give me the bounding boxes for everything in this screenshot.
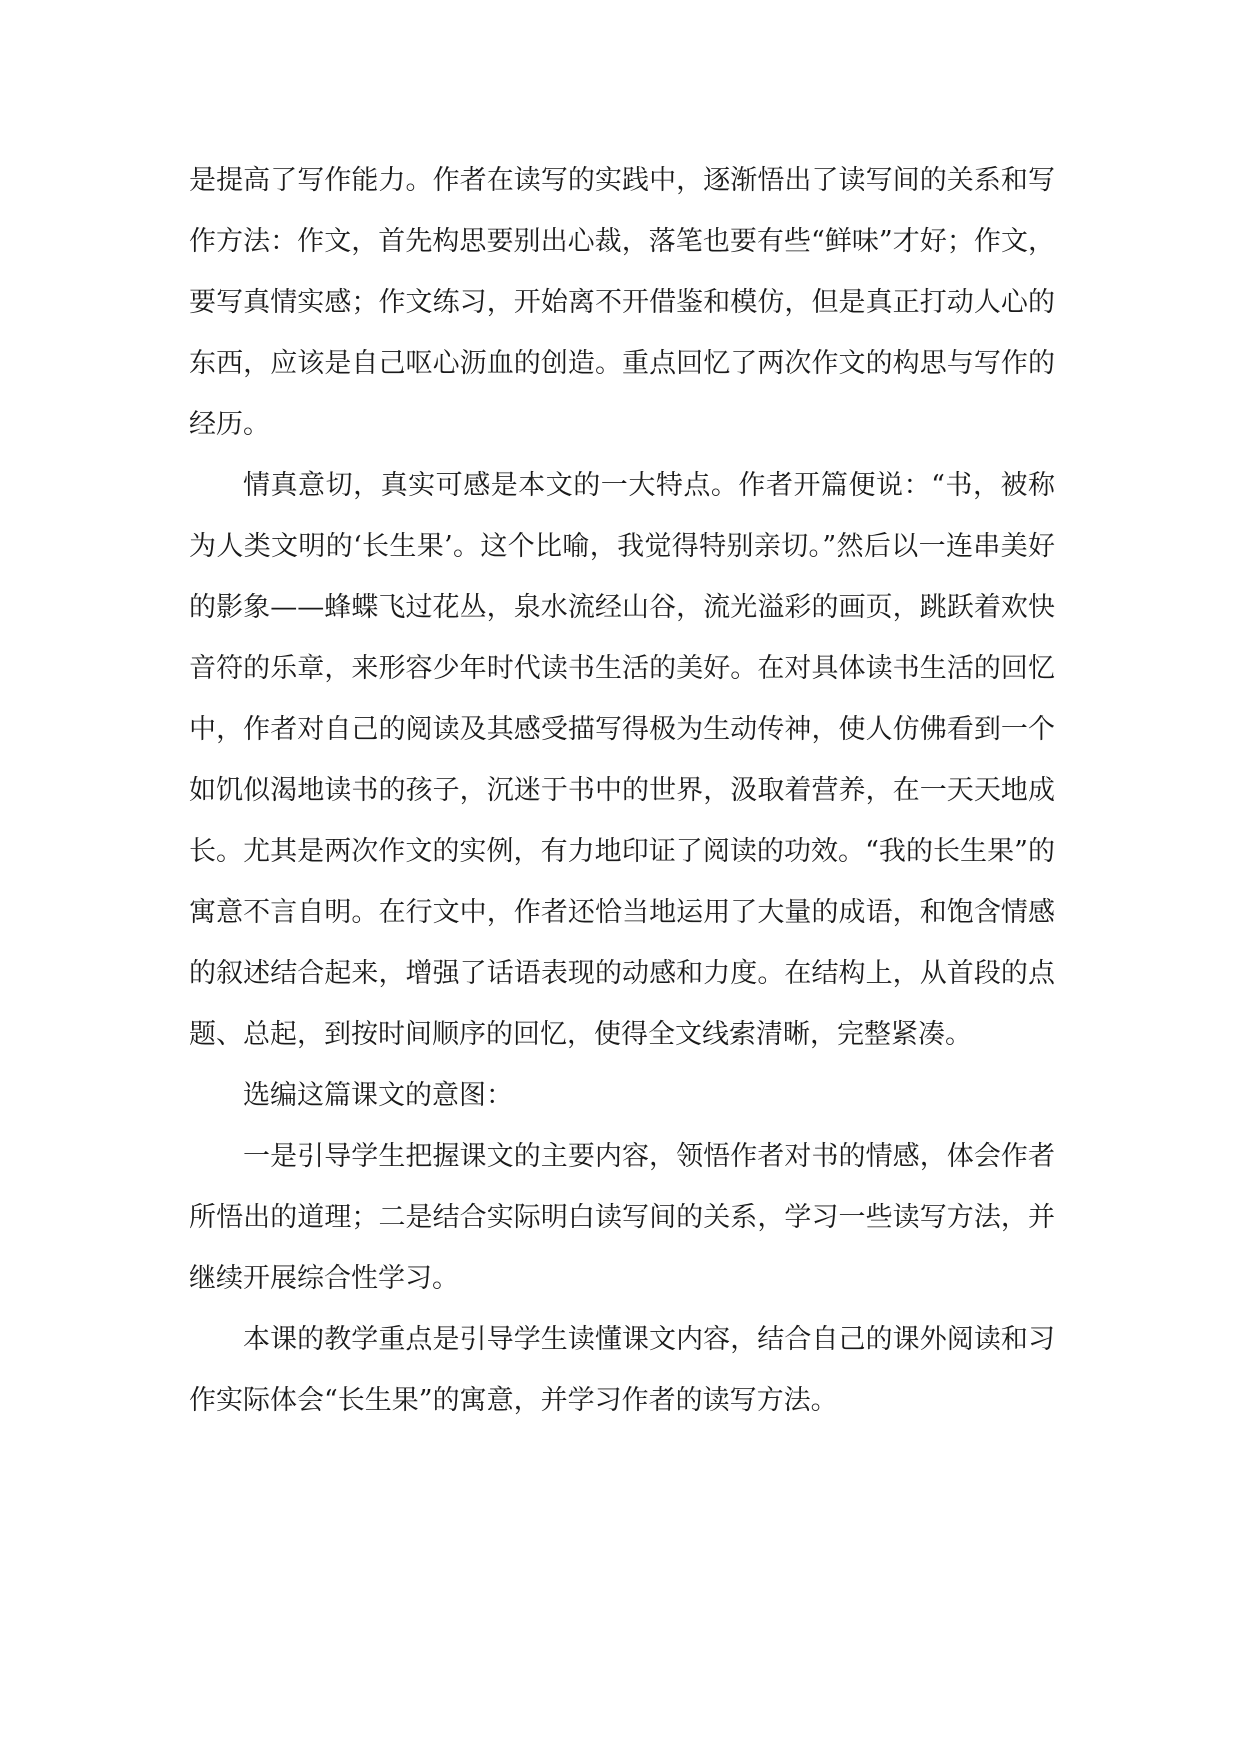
paragraph-continuation: 是提高了写作能力。作者在读写的实践中，逐渐悟出了读写间的关系和写作方法：作文，首先构思要别出心裁，落笔也要有些“鲜味”才好；作文，要写真情实感；作文练习，开始离不开借鉴和模仿，但是真正打动人心的东西，应该是自己呕心沥血的创造。重点回忆了两次作文的构思与写作的经历。 — [189, 165, 1055, 440]
paragraph-teaching-focus: 本课的教学重点是引导学生读懂课文内容，结合自己的课外阅读和习作实际体会“长生果”的寓意，并学习作者的读写方法。 — [189, 1324, 1055, 1416]
paragraph-features: 情真意切，真实可感是本文的一大特点。作者开篇便说：“书，被称为人类文明的‘长生果’。这个比喻，我觉得特别亲切。”然后以一连串美好的影象——蜂蝶飞过花丛，泉水流经山谷，流光溢彩的画页，跳跃着欢快音符的乐章，来形容少年时代读书生活的美好。在对具体读书生活的回忆中，作者对自己的阅读及其感受描写得极为生动传神，使人仿佛看到一个如饥似渴地读书的孩子，沉迷于书中的世界，汲取着营养，在一天天地成长。尤其是两次作文的实例，有力地印证了阅读的功效。“我的长生果”的寓意不言自明。在行文中，作者还恰当地运用了大量的成语，和饱含情感的叙述结合起来，增强了话语表现的动感和力度。在结构上，从首段的点题、总起，到按时间顺序的回忆，使得全文线索清晰，完整紧凑。 — [189, 470, 1055, 1050]
paragraph-intent-detail: 一是引导学生把握课文的主要内容，领悟作者对书的情感，体会作者所悟出的道理；二是结合实际明白读写间的关系，学习一些读写方法，并继续开展综合性学习。 — [189, 1141, 1055, 1294]
paragraph-intent-heading: 选编这篇课文的意图： — [243, 1080, 513, 1111]
body-text — [189, 150, 1055, 1431]
